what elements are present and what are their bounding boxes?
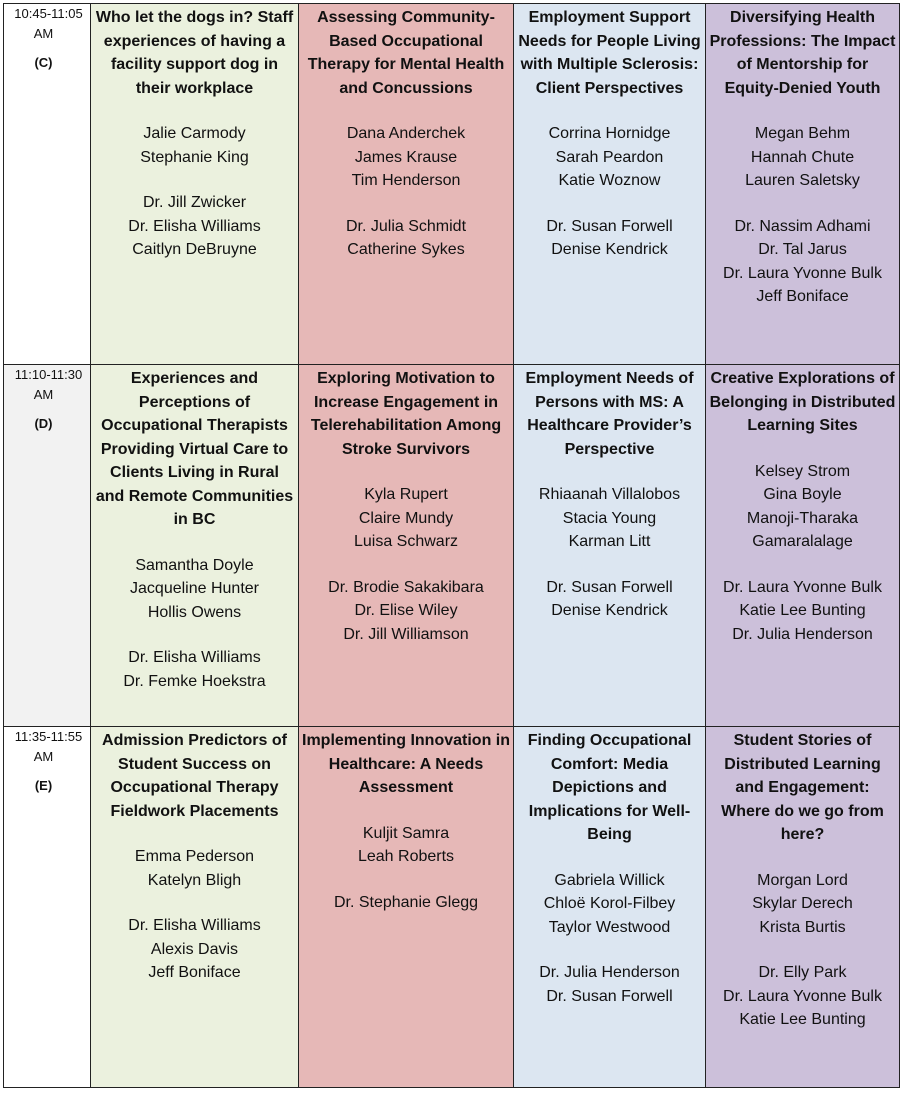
supervisor-list bbox=[706, 576, 899, 647]
student-list bbox=[91, 122, 298, 169]
session-cell bbox=[91, 727, 299, 1088]
supervisor-name: Dr. Susan Forwell bbox=[546, 987, 673, 1005]
supervisor-name: Dr. Julia Henderson bbox=[539, 964, 680, 981]
session-code: (D) bbox=[34, 416, 53, 431]
supervisor-name: Dr. Stephanie Glegg bbox=[333, 893, 479, 911]
supervisor-name: Dr. Laura Yvonne Bulk bbox=[723, 578, 882, 596]
student-name: Kelsey Strom bbox=[754, 462, 851, 480]
session-cell bbox=[299, 4, 514, 365]
supervisor-name: Denise Kendrick bbox=[551, 602, 668, 619]
supervisor-name: Katie Lee Bunting bbox=[739, 602, 866, 619]
student-name: James Krause bbox=[354, 148, 458, 166]
supervisor-name: Dr. Laura Yvonne Bulk bbox=[723, 264, 882, 282]
schedule-table bbox=[3, 3, 900, 1088]
session-cell bbox=[706, 365, 900, 727]
student-list bbox=[514, 122, 705, 193]
session-title: Diversifying Health Professions: The Impact of Mentorship for Equity-Denied Youth bbox=[709, 9, 896, 97]
student-name: Karman Litt bbox=[568, 533, 651, 550]
student-name: Krista Burtis bbox=[759, 918, 846, 936]
supervisor-name: Catherine Sykes bbox=[347, 241, 465, 258]
student-name: Emma Pederson bbox=[134, 848, 255, 865]
student-name: Claire Mundy bbox=[358, 509, 454, 527]
student-name: Skylar Derech bbox=[752, 895, 853, 912]
student-name: Corrina Hornidge bbox=[548, 125, 671, 142]
student-name: Jacqueline Hunter bbox=[130, 580, 259, 597]
student-list bbox=[514, 483, 705, 554]
student-list bbox=[91, 845, 298, 892]
session-cell bbox=[514, 4, 706, 365]
supervisor-list bbox=[91, 914, 298, 985]
student-name: Stephanie King bbox=[140, 148, 249, 166]
session-title: Admission Predictors of Student Success on Occupational Therapy Fieldwork Placements bbox=[102, 732, 287, 820]
supervisor-name: Dr. Julia Schmidt bbox=[345, 217, 467, 235]
supervisor-list bbox=[706, 961, 899, 1032]
supervisor-list bbox=[91, 191, 298, 262]
supervisor-name: Dr. Femke Hoekstra bbox=[123, 672, 266, 690]
time-slot-row bbox=[4, 727, 900, 1088]
student-list bbox=[706, 460, 899, 554]
time-slot-row bbox=[4, 365, 900, 727]
session-title: Creative Explorations of Belonging in Distributed Learning Sites bbox=[709, 370, 896, 434]
student-name: Morgan Lord bbox=[757, 871, 848, 889]
time-ampm: AM bbox=[33, 749, 54, 764]
supervisor-name: Dr. Jill Zwicker bbox=[142, 194, 247, 211]
supervisor-list bbox=[91, 646, 298, 693]
student-name: Jalie Carmody bbox=[143, 125, 246, 142]
student-name: Tim Henderson bbox=[351, 172, 461, 189]
supervisor-name: Dr. Elisha Williams bbox=[128, 649, 261, 666]
student-name: Gina Boyle bbox=[763, 486, 842, 503]
session-title: Exploring Motivation to Increase Engagement in Telerehabilitation Among Stroke Survivors bbox=[310, 370, 502, 458]
student-name: Taylor Westwood bbox=[548, 918, 671, 936]
supervisor-name: Dr. Elisha Williams bbox=[128, 917, 261, 934]
supervisor-name: Jeff Boniface bbox=[148, 964, 241, 981]
session-title: Finding Occupational Comfort: Media Depictions and Implications for Well-Being bbox=[527, 732, 692, 843]
time-ampm: AM bbox=[33, 26, 54, 41]
student-list bbox=[299, 822, 513, 869]
supervisor-list bbox=[299, 215, 513, 262]
supervisor-name: Katie Lee Bunting bbox=[739, 1011, 866, 1028]
student-list bbox=[91, 554, 298, 625]
session-cell bbox=[706, 4, 900, 365]
supervisor-name: Dr. Susan Forwell bbox=[546, 217, 673, 235]
student-name: Gabriela Willick bbox=[554, 871, 665, 889]
session-title: Assessing Community-Based Occupational Therapy for Mental Health and Concussions bbox=[307, 9, 505, 97]
student-list bbox=[514, 869, 705, 940]
student-name: Sarah Peardon bbox=[555, 148, 664, 166]
student-name: Dana Anderchek bbox=[346, 125, 466, 142]
student-name: Chloë Korol-Filbey bbox=[543, 895, 676, 912]
session-cell bbox=[299, 727, 514, 1088]
session-cell bbox=[514, 365, 706, 727]
supervisor-name: Dr. Julia Henderson bbox=[732, 625, 873, 643]
student-list bbox=[706, 122, 899, 193]
supervisor-name: Caitlyn DeBruyne bbox=[132, 241, 257, 258]
supervisor-name: Dr. Elly Park bbox=[758, 964, 847, 981]
supervisor-name: Jeff Boniface bbox=[756, 288, 849, 305]
time-range: 11:35-11:55 bbox=[14, 729, 83, 744]
time-range: 10:45-11:05 bbox=[14, 6, 83, 21]
student-name: Lauren Saletsky bbox=[745, 172, 860, 189]
student-list bbox=[299, 122, 513, 193]
supervisor-name: Dr. Jill Williamson bbox=[343, 625, 469, 643]
session-cell bbox=[514, 727, 706, 1088]
session-cell bbox=[91, 365, 299, 727]
session-cell bbox=[299, 365, 514, 727]
supervisor-list bbox=[514, 576, 705, 623]
session-cell bbox=[91, 4, 299, 365]
session-cell bbox=[706, 727, 900, 1088]
schedule-body bbox=[4, 4, 900, 1088]
session-title: Who let the dogs in? Staff experiences of having a facility support dog in their workplace bbox=[95, 9, 294, 97]
student-name: Leah Roberts bbox=[357, 848, 455, 865]
student-name: Katie Woznow bbox=[558, 172, 661, 189]
supervisor-list bbox=[514, 215, 705, 262]
session-code: (C) bbox=[34, 55, 53, 70]
session-title: Student Stories of Distributed Learning and Engagement: Where do we go from here? bbox=[721, 732, 884, 843]
student-name: Katelyn Bligh bbox=[147, 871, 242, 889]
student-name: Hollis Owens bbox=[147, 603, 242, 621]
session-title: Employment Support Needs for People Living with Multiple Sclerosis: Client Perspectives bbox=[518, 9, 701, 97]
supervisor-name: Dr. Tal Jarus bbox=[758, 241, 847, 258]
supervisor-name: Dr. Elisha Williams bbox=[128, 217, 261, 235]
time-slot-cell bbox=[4, 365, 91, 727]
student-list bbox=[706, 869, 899, 940]
session-title: Experiences and Perceptions of Occupational Therapists Providing Virtual Care to Clients Living in Rural and Remote Communities in BC bbox=[95, 370, 294, 528]
supervisor-list bbox=[514, 961, 705, 1008]
time-slot-cell bbox=[4, 4, 91, 365]
supervisor-name: Dr. Susan Forwell bbox=[546, 578, 673, 596]
supervisor-name: Denise Kendrick bbox=[551, 241, 668, 258]
student-list bbox=[299, 483, 513, 554]
student-name: Rhiaanah Villalobos bbox=[538, 486, 681, 503]
session-title: Employment Needs of Persons with MS: A Healthcare Provider’s Perspective bbox=[525, 370, 694, 458]
supervisor-name: Alexis Davis bbox=[150, 940, 239, 958]
supervisor-list bbox=[299, 891, 513, 915]
student-name: Samantha Doyle bbox=[135, 556, 254, 574]
student-name: Stacia Young bbox=[562, 509, 657, 527]
student-name: Kyla Rupert bbox=[364, 486, 448, 503]
student-name: Kuljit Samra bbox=[362, 824, 450, 842]
supervisor-list bbox=[706, 215, 899, 309]
student-name: Manoji-Tharaka Gamaralalage bbox=[746, 509, 859, 550]
student-name: Megan Behm bbox=[754, 125, 851, 142]
time-ampm: AM bbox=[33, 387, 54, 402]
supervisor-name: Dr. Brodie Sakakibara bbox=[328, 578, 484, 596]
session-code: (E) bbox=[34, 778, 53, 793]
supervisor-name: Dr. Laura Yvonne Bulk bbox=[723, 987, 882, 1005]
student-name: Hannah Chute bbox=[750, 148, 855, 166]
supervisor-name: Dr. Nassim Adhami bbox=[734, 217, 871, 235]
supervisor-list bbox=[299, 576, 513, 647]
time-slot-row bbox=[4, 4, 900, 365]
time-range: 11:10-11:30 bbox=[14, 367, 83, 382]
time-slot-cell bbox=[4, 727, 91, 1088]
session-title: Implementing Innovation in Healthcare: A Needs Assessment bbox=[302, 732, 510, 796]
supervisor-name: Dr. Elise Wiley bbox=[354, 602, 458, 619]
student-name: Luisa Schwarz bbox=[353, 533, 459, 550]
